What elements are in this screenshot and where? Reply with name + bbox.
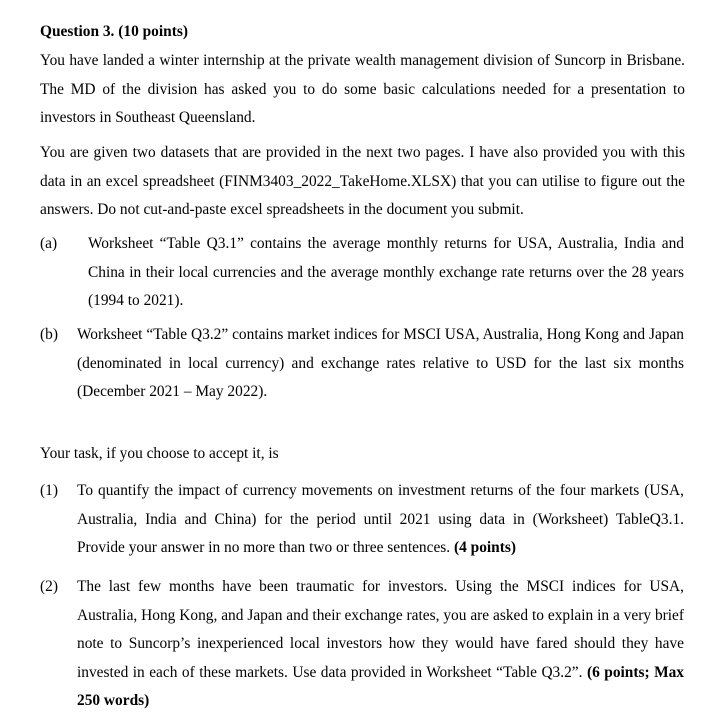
task-points: (4 points) xyxy=(453,539,516,557)
item-label: (a) xyxy=(40,235,58,252)
task-points: (6 points; Max 250 words) xyxy=(77,663,685,710)
task-label: (1) xyxy=(40,482,58,499)
task-label: (2) xyxy=(40,578,58,595)
item-label: (b) xyxy=(40,326,58,343)
intro-paragraph: You have landed a winter internship at the private wealth management division of Suncorp in Brisbane. The MD of the division has asked you to do some basic calculations needed for a presentation to investors in Southeast Queensland. xyxy=(40,52,685,127)
question-heading: Question 3. (10 points) xyxy=(40,23,188,40)
task-intro: Your task, if you choose to accept it, is xyxy=(40,445,279,462)
datasets-paragraph: You are given two datasets that are provided in the next two pages. I have also provided you with this data in an excel spreadsheet (FINM3403_2022_TakeHome.XLSX) that you can utilise to figure out the answers. Do not cut-and-paste excel spreadsheets in the document you submit. xyxy=(40,144,685,219)
task-text: The last few months have been traumatic for investors. Using the MSCI indices for USA, Australia, Hong Kong, and Japan and their exchange rates, you are asked to explain in a very brief note to Suncorp’s inexperienced local investors how they would have fared should they have invested in each of these markets. Use data provided in Worksheet “Table Q3.2”. xyxy=(77,578,684,681)
item-text: Worksheet “Table Q3.1” contains the average monthly returns for USA, Australia, India and China in their local currencies and the average monthly exchange rate returns over the 28 years (1994 to 2021). xyxy=(88,235,684,310)
item-text: Worksheet “Table Q3.2” contains market indices for MSCI USA, Australia, Hong Kong and Japan (denominated in local currency) and exchange rates relative to USD for the last six months (December 2021 – May 2022). xyxy=(77,326,684,401)
task-text: To quantify the impact of currency movements on investment returns of the four markets (USA, Australia, India and China) for the period until 2021 using data in (Worksheet) TableQ3.1. Provide your answer in no more than two or three sentences. xyxy=(77,482,684,557)
task-text-block xyxy=(77,573,684,716)
task-text-block xyxy=(77,477,684,563)
